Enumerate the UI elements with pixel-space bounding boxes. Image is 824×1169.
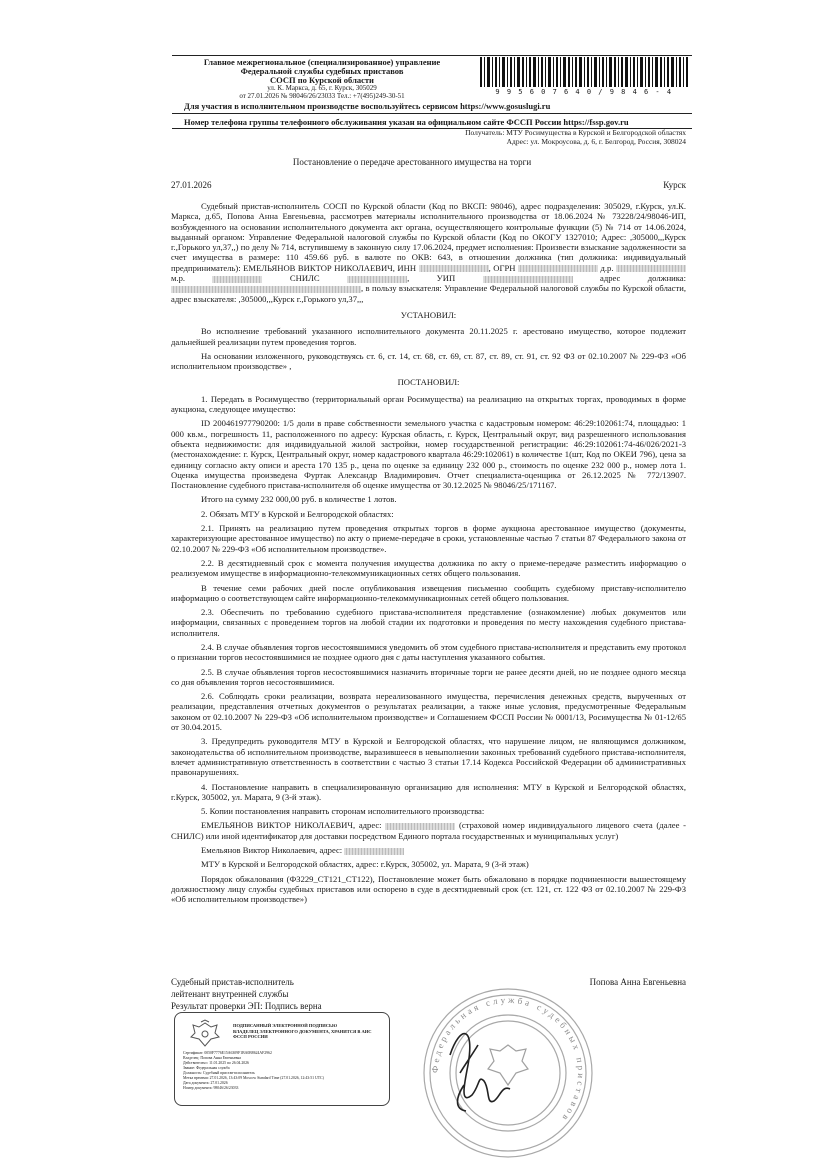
signer-name: Попова Анна Евгеньевна: [589, 977, 686, 987]
appeal-procedure: Порядок обжалования (ФЗ229_СТ121_СТ122), Постановление может быть обжаловано в порядке подчиненности вышестоящему должностному лицу службы судебных приставов или оспорено в суде в десятидневный срок (ст. 121, ст. 122 ФЗ от 02.10.2007 № 229-ФЗ «Об исполнительном производстве»): [171, 873, 686, 905]
document-title: Постановление о передаче арестованного имущества на торги: [292, 157, 532, 167]
org-line-2: Федеральной службы судебных приставов: [240, 66, 404, 76]
header-rule-2: [172, 113, 692, 114]
ecp-timestamp: Метка времени: 27.01.2026, 13:43:09 Moscow Standard Time (27.01.2026, 12:43:51 UTC): [183, 1076, 324, 1080]
item-4: 4. Постановление направить в специализированную организацию для исполнения: МТУ в Курской и Белгородской областях, г.Курск, 305002, ул. Марата, 9 (3-й этаж).: [171, 781, 686, 802]
redacted-debtor-address-2: [344, 848, 404, 855]
gosuslugi-notice: Для участия в исполнительном производстве воспользуйтесь сервисом https://www.gosuslugi.ru: [184, 101, 551, 111]
document-body: [171, 201, 686, 909]
intro-paragraph: Судебный пристав-исполнитель СОСП по Курской области (Код по ВКСП: 98046), адрес подразделения: 305029, г.Курск, ул.К. Маркса, д.65, Попова Анна Евгеньевна, рассмотрев материалы исполнительного производства от 18.06.2024 № 73228/24/98046-ИП, возбужденного на основании исполнительного документа акт органа, осуществляющего контрольные функции (5) № 714 от 14.06.2024, выданный органом: Управление Федеральной налоговой службы по Курской области (Код по ОКОГУ 1327010; Адрес: ,305000,,,Курск г.,Горького ул,37,,) по делу № 714, вступившему в законную силу 17.06.2024, предмет исполнения: Произвести взыскание задолженности за счет имущества в размере: 110 459.66 руб. в валюте по ОКВ: 643, в отношении должника (тип должника: индивидуальный предприниматель): ЕМЕЛЬЯНОВ ВИКТОР НИКОЛАЕВИЧ, ИНН , ОГРН д.р. м.р. СНИЛС , УИП адрес должника: , в пользу взыскателя: Управление Федеральной налоговой службы по Курской области, адрес взыскателя: ,305000,,,Курск г.,Горького ул,37,,,: [171, 201, 687, 304]
phone-notice: Номер телефона группы телефонного обслуживания указан на официальном сайте ФССП России https://fssp.gov.ru: [184, 117, 629, 127]
postanovil-heading: ПОСТАНОВИЛ:: [397, 377, 460, 388]
redacted-uip: [483, 276, 573, 283]
copy-debtor: ЕМЕЛЬЯНОВ ВИКТОР НИКОЛАЕВИЧ, адрес: (страховой номер индивидуального лицевого счета (далее - СНИЛС) или иной идентификатор для доставки посредством Единого портала государственных и муниципальных услуг): [171, 820, 687, 841]
ecp-doc-date: Дата документа: 27.01.2026: [183, 1081, 228, 1085]
item-2: 2. Обязать МТУ в Курской и Белгородской областях:: [201, 508, 394, 519]
item-2-3: 2.3. Обеспечить по требованию судебного пристава-исполнителя представление (ознакомление) любых документов или информации, связанных с проведением торгов на любой стадии их подготовки и проведения по месту нахождения судебного пристава-исполнителя.: [171, 607, 686, 638]
stamp-text: Федеральная служба судебных приставов: [429, 994, 587, 1125]
handwritten-signature-icon: [450, 1034, 510, 1111]
item-2-1: 2.1. Принять на реализацию путем проведения открытых торгов в форме аукциона арестованное имущество (документы, характеризующие арестованное имущество) по акту о приеме-передаче в сроки, установленные частью 7 статьи 87 Федерального закона от 02.10.2007 № 229-ФЗ «Об исполнительном производстве».: [171, 523, 686, 554]
signature-check-result: Результат проверки ЭП: Подпись верна: [171, 1001, 322, 1011]
item-1: 1. Передать в Росимущество (территориальный орган Росимущества) на реализацию на открытых торгах, проводимых в форме аукциона, следующее имущество:: [171, 393, 686, 415]
redacted-snils: [347, 276, 407, 283]
item-2-2-extra: В течение семи рабочих дней после опубликования извещения письменно сообщить судебному приставу-исполнителю информацию о соответствующем сайте информационно-телекоммуникационных сетей общего пользования.: [171, 582, 686, 603]
item-2-4: 2.4. В случае объявления торгов несостоявшимися уведомить об этом судебного пристава-исполнителя и представить ему протокол о признании торгов несостоявшимися не позднее одного дня с даты наступления указанного события.: [171, 641, 686, 663]
copy-mtu: МТУ в Курской и Белгородской областях, адрес: г.Курск, 305002, ул. Марата, 9 (3-й этаж): [201, 859, 529, 870]
ecp-valid: Действителен с 11.01.2025 по 26.04.2026: [183, 1061, 249, 1065]
total-sum: Итого на сумму 232 000,00 руб. в количестве 1 лотов.: [201, 494, 397, 505]
org-line-3: СОСП по Курской области: [270, 75, 374, 85]
barcode-number: 9 9 5 6 0 7 6 4 0 / 9 8 4 6 - 4: [495, 88, 673, 96]
redacted-birthplace: [212, 276, 262, 283]
org-line-1: Главное межрегиональное (специализированное) управление: [203, 57, 441, 67]
document-city: Курск: [663, 180, 686, 190]
recipient-name: Получатель: МТУ Росимущества в Курской и Белгородской областях: [465, 128, 686, 137]
signer-rank: лейтенант внутренней службы: [171, 989, 289, 999]
item-2-6: 2.6. Соблюдать сроки реализации, возврата нереализованного имущества, перечисления денежных средств, вырученных от реализации, представления отчетных документов о результатах реализации, а также иные условия, предусмотренные Федеральным законом от 02.10.2007 № 229-ФЗ «Об исполнительном производстве» и Соглашением ФССП России № 0001/13, Росимущества № 01-12/65 от 30.04.2015.: [171, 691, 686, 733]
item-5: 5. Копии постановления направить сторонам исполнительного производства:: [201, 806, 485, 817]
ecp-owner: Владелец: Попова Анна Евгеньевна: [183, 1056, 241, 1060]
paragraph-3: На основании изложенного, руководствуясь ст. 6, ст. 14, ст. 68, ст. 69, ст. 87, ст. 89, ст. 91, ст. 92 ФЗ от 02.10.2007 № 229-ФЗ «Об исполнительном производстве» ,: [171, 350, 686, 372]
redacted-address: [171, 286, 361, 293]
org-doc-number: от 27.01.2026 № 98046/26/23033 Тел.: +7(495)249-30-51: [239, 91, 405, 100]
redacted-debtor-address: [385, 823, 455, 830]
svg-text:Федеральная служба судебных пр: [430, 995, 586, 1125]
recipient-block: [465, 128, 686, 146]
paragraph-2: Во исполнение требований указанного исполнительного документа 20.11.2025 г. арестовано имущество, которое подлежит дальнейшей реализации путем проведения торгов.: [171, 326, 686, 347]
recipient-address: Адрес: ул. Мокроусова, д. 6, г. Белгород, Россия, 308024: [506, 137, 686, 146]
document-date: 27.01.2026: [171, 180, 212, 190]
official-stamp: [420, 985, 596, 1161]
ustanovil-heading: УСТАНОВИЛ:: [400, 309, 457, 320]
stamp-emblem-icon: [488, 1045, 528, 1085]
ecp-certificate: Сертификат: 0050F7776E15A6309F1BA0B8624AF2962: [183, 1051, 272, 1055]
org-address: ул. К. Маркса, д. 65, г. Курск, 305029: [267, 84, 377, 92]
item-2-2: 2.2. В десятидневный срок с момента получения имущества должника по акту о приеме-передаче разместить информацию о реализуемом имуществе в информационно-телекоммуникационных сетях общего пользования.: [171, 557, 686, 579]
ecp-details: [183, 1051, 383, 1091]
item-2-5: 2.5. В случае объявления торгов несостоявшимися назначить вторичные торги не ранее десяти дней, но не позднее одного месяца со дня объявления торгов несостоявшимися.: [171, 666, 686, 687]
coat-of-arms-icon: [187, 1019, 223, 1049]
ecp-doc-number: Номер документа: 98046/26/23033: [183, 1086, 239, 1090]
barcode-icon: [480, 57, 688, 87]
ecp-rank: Звание: Федеральная служба: [183, 1066, 230, 1070]
ecp-position: Должность: Судебный пристав-исполнитель: [183, 1071, 255, 1075]
redacted-ogrn: [518, 265, 598, 272]
electronic-signature-box: [174, 1012, 390, 1106]
signer-title: Судебный пристав-исполнитель: [171, 977, 294, 987]
organization-block: [172, 58, 472, 100]
header-top-rule: [172, 55, 692, 56]
copy-debtor-2: Емельянов Виктор Николаевич, адрес:: [171, 845, 686, 855]
item-3: 3. Предупредить руководителя МТУ в Курской и Белгородской областях, что нарушение лицом, не являющимся должником, законодательства об исполнительном производстве, выразившееся в невыполнении законных требований судебного пристава-исполнителя, влечет административную ответственность в соответствии с частью 3 статьи 17.14 Кодекса Российской Федерации об административных правонарушениях.: [171, 736, 686, 778]
redacted-birth: [616, 265, 686, 272]
ecp-title: ПОДПИСАННЫЙ ЭЛЕКТРОННОЙ ПОДПИСЬЮ ВЛАДЕЛЕЦ ЭЛЕКТРОННОГО ДОКУМЕНТА, ХРАНИТСЯ В АИС ФССП РОССИИ: [233, 1023, 372, 1039]
redacted-inn: [419, 265, 489, 272]
property-description: ID 200461977790200: 1/5 доли в праве собственности земельного участка с кадастровым номером: 46:29:102061:74, площадью: 1 000 кв.м., погрешность 11, расположенного по адресу: Курская область, г. Курск, Центральный округ, вид разрешенного использования объекта недвижимости: для индивидуальной жилой застройки, номер государственной регистрации: 46:29:102061:74-46/026/2021-3 (местонахождение: г. Курск, Центральный округ, номер кадастрового квартала 46:29:102061) в количестве 1(шт, Код по ОКЕИ 796), цена за единицу согласно акту описи и ареста 170 135 р., цена по оценке за единицу 232 000 р., стоимость по оценке 232 000 р., номер лота 1. Оценка имущества произведена Фуртак Александр Владимирович. Отчет специалиста-оценщика от 26.12.2025 № 772/13907. Постановление судебного пристава-исполнителя об оценке имущества от 30.12.2025 № 98046/25/171167.: [171, 418, 686, 491]
